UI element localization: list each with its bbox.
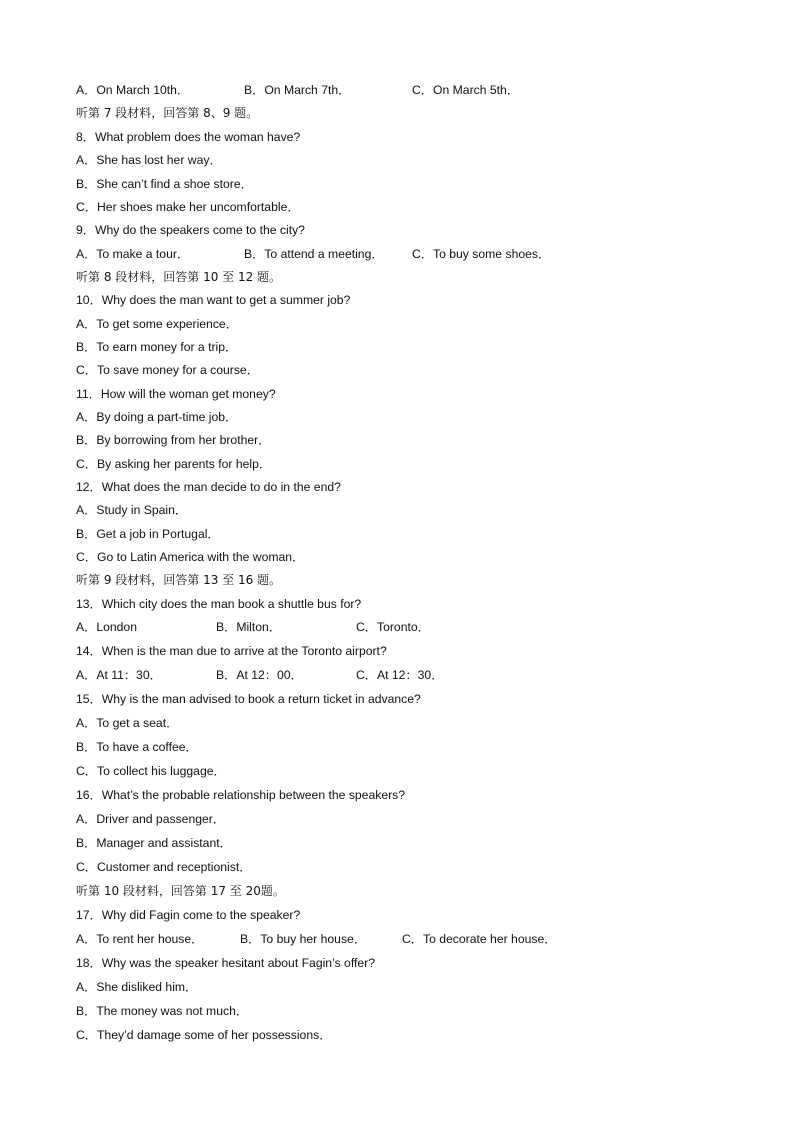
q13-option-a: A．London [76, 620, 137, 634]
q13-option-c: C．Toronto． [356, 620, 430, 634]
q15-option-b: B．To have a coffee． [76, 740, 198, 754]
q14-option-b: B．At 12：00． [216, 668, 303, 682]
section-heading-8: 听第 8 段材料，回答第 10 至 12 题。 [76, 270, 282, 284]
question-10: 10．Why does the man want to get a summer job? [76, 293, 351, 307]
q16-option-a: A．Driver and passenger． [76, 812, 226, 826]
q11-option-a: A．By doing a part-time job． [76, 410, 238, 424]
q11-option-c: C．By asking her parents for help． [76, 457, 272, 471]
q14-option-c: C．At 12：30． [356, 668, 444, 682]
question-8: 8．What problem does the woman have? [76, 130, 301, 144]
question-14: 14．When is the man due to arrive at the Toronto airport? [76, 644, 387, 658]
q8-option-a: A．She has lost her way． [76, 153, 222, 167]
q11-option-b: B．By borrowing from her brother． [76, 433, 271, 447]
question-12: 12．What does the man decide to do in the end? [76, 480, 341, 494]
question-15: 15．Why is the man advised to book a return ticket in advance? [76, 692, 421, 706]
q10-option-a: A．To get some experience． [76, 317, 238, 331]
q9-option-a: A．To make a tour． [76, 247, 190, 261]
q8-option-c: C．Her shoes make her uncomfortable． [76, 200, 300, 214]
q18-option-c: C．They’d damage some of her possessions． [76, 1028, 332, 1042]
q12-option-c: C．Go to Latin America with the woman． [76, 550, 305, 564]
q14-option-a: A．At 11：30． [76, 668, 162, 682]
q17-option-a: A．To rent her house． [76, 932, 204, 946]
q12-option-a: A．Study in Spain． [76, 503, 188, 517]
question-9: 9．Why do the speakers come to the city? [76, 223, 305, 237]
q7-option-a: A．On March 10th． [76, 83, 190, 97]
question-17: 17．Why did Fagin come to the speaker? [76, 908, 301, 922]
section-heading-10: 听第 10 段材料，回答第 17 至 20题。 [76, 884, 285, 898]
q18-option-b: B．The money was not much． [76, 1004, 249, 1018]
q17-option-c: C．To decorate her house． [402, 932, 557, 946]
q15-option-a: A．To get a seat． [76, 716, 179, 730]
q15-option-c: C．To collect his luggage． [76, 764, 226, 778]
q16-option-b: B．Manager and assistant． [76, 836, 232, 850]
q7-option-b: B．On March 7th． [244, 83, 351, 97]
question-11: 11．How will the woman get money? [76, 387, 276, 401]
q12-option-b: B．Get a job in Portugal． [76, 527, 220, 541]
section-heading-9: 听第 9 段材料，回答第 13 至 16 题。 [76, 573, 282, 587]
q16-option-c: C．Customer and receptionist． [76, 860, 252, 874]
q17-option-b: B．To buy her house． [240, 932, 367, 946]
question-16: 16．What’s the probable relationship between the speakers? [76, 788, 406, 802]
q8-option-b: B．She can’t find a shoe store． [76, 177, 253, 191]
q9-option-c: C．To buy some shoes． [412, 247, 551, 261]
q7-option-c: C．On March 5th． [412, 83, 520, 97]
question-13: 13．Which city does the man book a shuttle bus for? [76, 597, 362, 611]
q10-option-c: C．To save money for a course． [76, 363, 259, 377]
q13-option-b: B．Milton． [216, 620, 282, 634]
q10-option-b: B．To earn money for a trip． [76, 340, 238, 354]
q9-option-b: B．To attend a meeting． [244, 247, 384, 261]
question-18: 18．Why was the speaker hesitant about Fagin’s offer? [76, 956, 375, 970]
q18-option-a: A．She disliked him． [76, 980, 198, 994]
section-heading-7: 听第 7 段材料，回答第 8、9 题。 [76, 106, 259, 120]
